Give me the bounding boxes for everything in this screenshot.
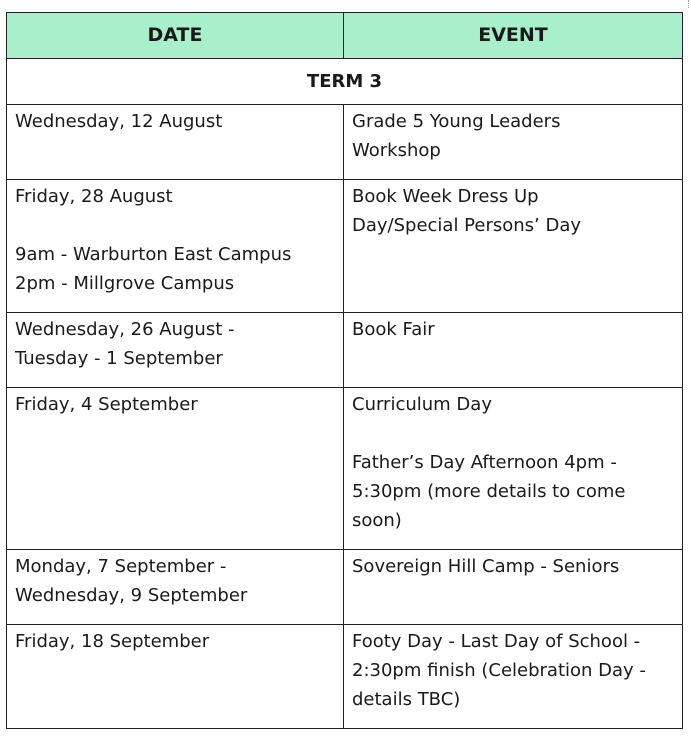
event-row bbox=[7, 625, 683, 729]
page-edge-mark bbox=[688, 0, 690, 8]
event-date-cell bbox=[7, 550, 344, 625]
event-date-cell-line: Friday, 4 September bbox=[15, 394, 198, 415]
event-description-cell-line: Footy Day - Last Day of School - bbox=[352, 631, 641, 652]
term-label: TERM 3 bbox=[7, 59, 683, 105]
event-description-cell bbox=[344, 388, 683, 550]
event-row bbox=[7, 105, 683, 180]
event-row bbox=[7, 550, 683, 625]
event-description-cell-line: Workshop bbox=[352, 140, 441, 161]
event-description-cell-line: Book Week Dress Up bbox=[352, 186, 539, 207]
event-date-cell bbox=[7, 313, 344, 388]
event-date-cell-line: 2pm - Millgrove Campus bbox=[15, 273, 235, 294]
event-date-cell-line: Wednesday, 12 August bbox=[15, 111, 223, 132]
event-description-cell-line: 2:30pm finish (Celebration Day - bbox=[352, 660, 646, 681]
event-row bbox=[7, 180, 683, 313]
event-description-cell bbox=[344, 313, 683, 388]
event-date-cell-line: Monday, 7 September - bbox=[15, 556, 227, 577]
event-description-cell bbox=[344, 105, 683, 180]
event-date-cell bbox=[7, 180, 344, 313]
event-description-cell bbox=[344, 625, 683, 729]
event-description-cell-line: soon) bbox=[352, 510, 402, 531]
term-section-row bbox=[7, 59, 683, 105]
event-date-cell bbox=[7, 388, 344, 550]
events-table bbox=[6, 12, 683, 729]
event-date-cell-line: 9am - Warburton East Campus bbox=[15, 244, 292, 265]
event-description-cell-line: Book Fair bbox=[352, 319, 435, 340]
event-date-cell bbox=[7, 625, 344, 729]
event-date-cell-line: Wednesday, 9 September bbox=[15, 585, 248, 606]
event-column-header: EVENT bbox=[344, 13, 683, 59]
event-row bbox=[7, 388, 683, 550]
event-description-cell-line: 5:30pm (more details to come bbox=[352, 481, 626, 502]
event-date-cell bbox=[7, 105, 344, 180]
event-date-cell-line: Friday, 28 August bbox=[15, 186, 173, 207]
header-row bbox=[7, 13, 683, 59]
event-description-cell-line: Sovereign Hill Camp - Seniors bbox=[352, 556, 620, 577]
event-date-cell-line: Wednesday, 26 August - bbox=[15, 319, 235, 340]
blank-line bbox=[15, 211, 335, 240]
event-description-cell bbox=[344, 550, 683, 625]
event-description-cell-line: Curriculum Day bbox=[352, 394, 492, 415]
event-description-cell-line: Grade 5 Young Leaders bbox=[352, 111, 561, 132]
event-date-cell-line: Friday, 18 September bbox=[15, 631, 210, 652]
events-calendar bbox=[6, 12, 682, 729]
blank-line bbox=[352, 419, 674, 448]
event-row bbox=[7, 313, 683, 388]
event-description-cell-line: Day/Special Persons’ Day bbox=[352, 215, 582, 236]
event-description-cell-line: details TBC) bbox=[352, 689, 461, 710]
event-description-cell-line: Father’s Day Afternoon 4pm - bbox=[352, 452, 617, 473]
event-date-cell-line: Tuesday - 1 September bbox=[15, 348, 223, 369]
event-description-cell bbox=[344, 180, 683, 313]
date-column-header: DATE bbox=[7, 13, 344, 59]
